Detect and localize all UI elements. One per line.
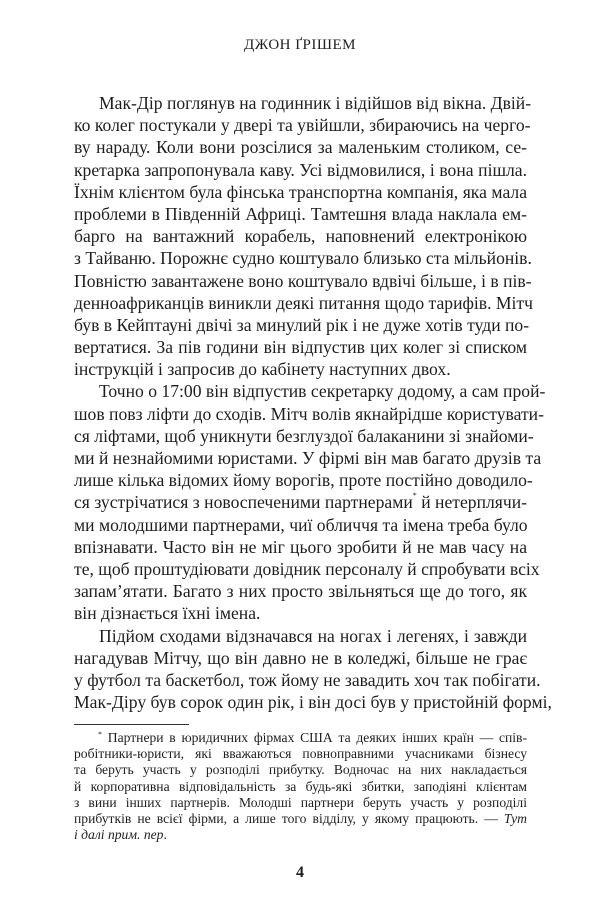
text-line: кретарка запропонувала каву. Усі відмовилися, і вона пішла. (74, 159, 527, 180)
text-line: Мак-Діру був сорок один рік, і він досі був у пристойній формі, (74, 692, 552, 713)
text-segment-italic: і далі прим. пер (74, 827, 164, 843)
text-segment: . (163, 827, 167, 843)
text-segment: й нетерплячи- (416, 492, 527, 513)
text-line: Їхнім клієнтом була фінська транспортна компанія, яка мала (74, 181, 527, 202)
text-line: він дізнається їхні імена. (74, 603, 261, 624)
text-line: Підйом сходами відзначався на ногах і легенях, і завжди (99, 625, 527, 646)
footnote-line: з вини інших партнерів. Молодші партнери беруть участь у розподілі (74, 794, 527, 810)
running-header: ДЖОН ҐРІШЕМ (244, 37, 356, 53)
footnote-line: робітники-юристи, які вважаються повноправними учасниками бізнесу (74, 746, 527, 762)
text-line: Точно о 17:00 він відпустив секретарку додому, а сам прой- (99, 381, 546, 402)
text-line: ся ліфтами, щоб уникнути безглуздої балаканини зі знайоми- (74, 425, 534, 446)
text-segment: ся зустрічатися з новоспеченими партнерами (74, 492, 413, 513)
text-line: нагадував Мітчу, що він давно не в коледжі, більше не грає (74, 647, 527, 668)
text-segment: Партнери в юридичних фірмах США та деяких інших країн — спів- (102, 730, 527, 745)
body-text (74, 92, 552, 713)
footnote-line: та беруть участь у розподілі прибутку. Водночас на них накладається (74, 762, 527, 778)
footnote-ref[interactable]: * (412, 491, 417, 501)
text-line: запам’ятати. Багато з них просто звільняться ще до того, як (74, 581, 527, 602)
text-line: ми й незнайомими юристами. У фірмі він мав багато друзів та (74, 448, 542, 468)
text-line: з Тайваню. Порожнє судно коштувало близько ста мільйонів. (74, 248, 532, 269)
footnote-line: й корпоративна відповідальність за будь-які збитки, заподіяні клієнтам (74, 778, 527, 794)
text-line: інструкцій і запросив до кабінету наступних двох. (74, 359, 451, 380)
text-line: у футбол та баскетбол, тож йому не завадить хоч так побігати. (74, 669, 541, 690)
text-line: вертатися. За пів години він відпустив цих колег зі списком (74, 337, 527, 358)
text-line (74, 491, 527, 513)
text-line: Мак-Дір поглянув на годинник і відійшов від вікна. Двій- (99, 93, 532, 113)
text-line: Повністю завантажене воно коштувало вдвічі більше, і в пів- (74, 270, 532, 291)
text-line: був в Кейптауні двічі за минулий рік і не дуже хотів туди по- (74, 314, 530, 335)
text-line: шов повз ліфти до сходів. Мітч волів якнайрідше користувати- (74, 403, 544, 424)
footnote (74, 730, 527, 843)
text-line: барго на вантажний корабель, наповнений електронікою (74, 226, 527, 247)
text-line: лише кілька відомих йому ворогів, проте постійно доводило- (74, 470, 533, 491)
text-line: те, щоб проштудіювати довідник персоналу й спробувати всіх (74, 558, 540, 579)
text-line: проблеми в Південній Африці. Тамтешня влада наклала ем- (74, 203, 527, 224)
page-number: 4 (296, 864, 304, 881)
text-line: денноафриканців виникли деякі питання щодо тарифів. Мітч (74, 292, 533, 313)
footnote-line (74, 827, 527, 843)
text-line: ми молодшими партнерами, чиї обличчя та імена треба було (74, 514, 528, 535)
footnote-line (74, 811, 527, 827)
text-line: ко колег постукали у двері та увійшли, збираючись на черго- (74, 115, 531, 136)
text-segment-italic: Тут (503, 810, 527, 826)
footnote-marker: * (98, 730, 102, 739)
text-line: впізнавати. Часто він не міг цього зробити й не мав часу на (74, 536, 527, 557)
text-line: ву нараду. Коли вони розсілися за маленьким столиком, се- (74, 137, 527, 158)
footnote-line (74, 730, 527, 746)
text-segment: прибутків не всієї фірми, а лише того відділу, у якому працюють. — (74, 810, 504, 826)
footnote-divider (74, 724, 189, 725)
